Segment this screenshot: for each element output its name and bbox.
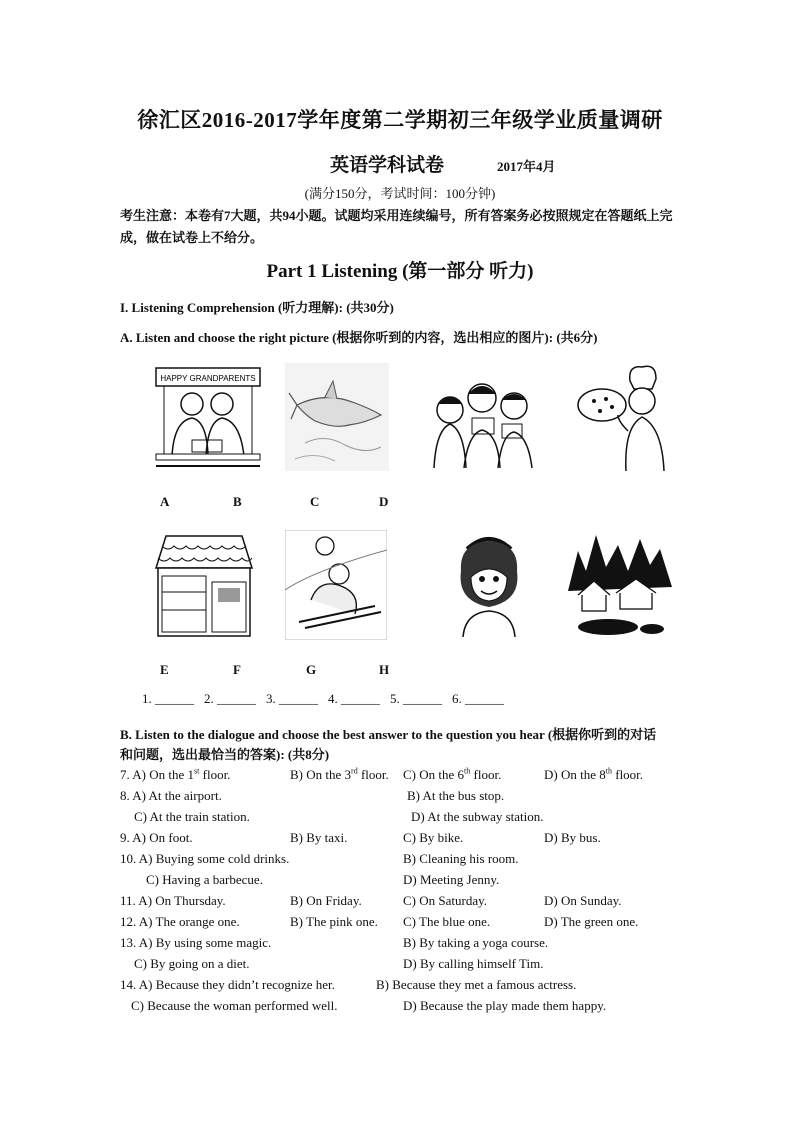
q12-option-b: B) The pink one. (290, 914, 378, 929)
picture-letter: A (160, 494, 170, 509)
q13-option-a: 13. A) By using some magic. (120, 935, 272, 950)
exam-notice: 考生注意：本卷有7大题，共94小题。试题均采用连续编号，所有答案务必按照规定在答题纸上完成，做在试卷上不给分。 (120, 208, 673, 245)
section-a-heading: A. Listen and choose the right picture (根据你听到的内容，选出相应的图片): (共6分) (120, 330, 598, 345)
q11-option-d: D) On Sunday. (544, 893, 622, 908)
q9-option-b: B) By taxi. (290, 830, 348, 845)
q12-option-c: C) The blue one. (403, 914, 491, 929)
exam-subtitle: 英语学科试卷 (330, 155, 445, 176)
banner-text: HAPPY GRANDPARENTS (160, 374, 256, 383)
q10-option-b: B) Cleaning his room. (403, 851, 519, 866)
q9-option-a: 9. A) On foot. (120, 830, 193, 845)
answer-blank: 6. ______ (452, 691, 504, 706)
picture-letter: D (379, 494, 389, 509)
picture-shop (152, 532, 255, 638)
q10-option-c: C) Having a barbecue. (146, 872, 263, 887)
q14-option-d: D) Because the play made them happy. (403, 998, 607, 1013)
q11-option-c: C) On Saturday. (403, 893, 488, 908)
q10-option-a: 10. A) Buying some cold drinks. (120, 851, 290, 866)
q10-option-d: D) Meeting Jenny. (403, 872, 500, 887)
q14-option-c: C) Because the woman performed well. (131, 998, 338, 1013)
q11-option-a: 11. A) On Thursday. (120, 893, 226, 908)
picture-letter: E (160, 662, 169, 677)
q8-option-a: 8. A) At the airport. (120, 788, 222, 803)
score-info: (满分150分，考试时间：100分钟) (304, 186, 496, 201)
picture-letter: C (310, 494, 320, 509)
exam-title: 徐汇区2016-2017学年度第二学期初三年级学业质量调研 (137, 108, 663, 132)
q8-option-b: B) At the bus stop. (407, 788, 505, 803)
section-listening-comprehension: I. Listening Comprehension (听力理解): (共30分) (120, 300, 394, 315)
section-b-heading: B. Listen to the dialogue and choose the best answer to the question you hear (根据你听到的对话 (120, 727, 657, 742)
q12-option-d: D) The green one. (544, 914, 639, 929)
picture-shark (285, 363, 389, 471)
q7-option-a: 7. A) On the 1st floor. (120, 766, 231, 782)
q12-option-a: 12. A) The orange one. (120, 914, 240, 929)
q9-option-d: D) By bus. (544, 830, 601, 845)
answer-blank: 3. ______ (266, 691, 318, 706)
picture-letter: F (233, 662, 241, 677)
q14-option-a: 14. A) Because they didn’t recognize her. (120, 977, 335, 992)
picture-sledding (285, 530, 387, 640)
q13-option-b: B) By taking a yoga course. (403, 935, 549, 950)
q14-option-b: B) Because they met a famous actress. (376, 977, 577, 992)
q7-option-c: C) On the 6th floor. (403, 766, 502, 782)
q11-option-b: B) On Friday. (290, 893, 362, 908)
exam-date: 2017年4月 (497, 159, 556, 174)
answer-blank: 4. ______ (328, 691, 380, 706)
section-b-heading-cont: 和问题，选出最恰当的答案): (共8分) (120, 747, 330, 762)
part-title: Part 1 Listening (第一部分 听力) (266, 261, 534, 282)
q7-option-b: B) On the 3rd floor. (290, 766, 389, 782)
picture-grandparents (152, 366, 264, 469)
q13-option-c: C) By going on a diet. (134, 956, 250, 971)
picture-letter: H (379, 662, 390, 677)
picture-letter: G (306, 662, 317, 677)
q9-option-c: C) By bike. (403, 830, 464, 845)
picture-village-landscape (568, 531, 672, 639)
q8-option-c: C) At the train station. (134, 809, 250, 824)
q7-option-d: D) On the 8th floor. (544, 766, 644, 782)
picture-monkey-king (445, 531, 533, 637)
picture-children-reading (428, 368, 536, 472)
answer-blank: 5. ______ (390, 691, 442, 706)
answer-blank: 2. ______ (204, 691, 256, 706)
q13-option-d: D) By calling himself Tim. (403, 956, 544, 971)
picture-chef-pizza (572, 361, 668, 473)
picture-letter: B (233, 494, 242, 509)
answer-blank: 1. ______ (142, 691, 194, 706)
q8-option-d: D) At the subway station. (411, 809, 544, 824)
